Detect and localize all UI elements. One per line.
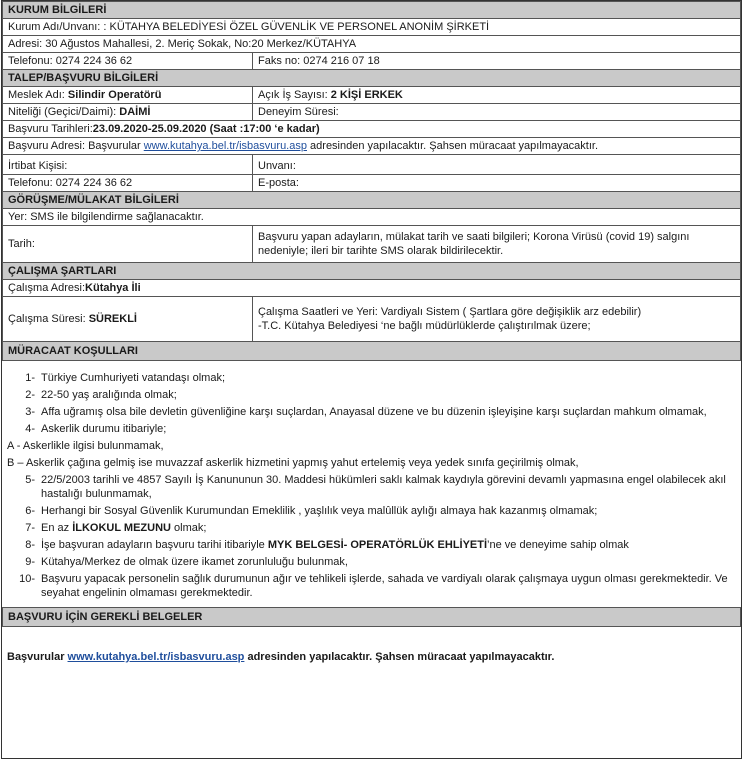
calisma-adres-value: Kütahya İli (85, 282, 141, 294)
item8-pre: İşe başvuran adayların başvuru tarihi itibariyle (41, 539, 268, 551)
item-number: 5- (25, 474, 35, 486)
calisma-adres-label: Çalışma Adresi: (8, 282, 86, 294)
item-text: 22-50 yaş aralığında olmak; (41, 389, 177, 401)
acik-label: Açık İş Sayısı: (258, 89, 331, 101)
calisma-suresi (3, 297, 253, 342)
section-kurum-header: KURUM BİLGİLERİ (3, 2, 741, 19)
belgeler-post: adresinden yapılacaktır. Şahsen müracaat yapılmayacaktır. (244, 651, 555, 663)
item-number: 2- (25, 389, 35, 401)
item-number: 7- (25, 522, 35, 534)
item-text: Herhangi bir Sosyal Güvenlik Kurumundan Emeklilik , yaşlılık veya malûllük aylığı almaya hak kazanmış olmamak; (41, 505, 598, 517)
tarih-label: Başvuru Tarihleri: (8, 123, 93, 135)
item-number: 4- (25, 423, 35, 435)
item-text (41, 538, 737, 552)
belgeler-note (2, 627, 741, 663)
meslek-label: Meslek Adı: (8, 89, 68, 101)
calisma-sure-value: SÜREKLİ (88, 313, 137, 325)
job-posting-document (1, 0, 742, 759)
tarih-value: 23.09.2020-25.09.2020 (Saat :17:00 ‘e kadar) (92, 123, 320, 135)
nitelik-value: DAİMİ (119, 106, 151, 118)
irtibat-kisisi: İrtibat Kişisi: (3, 155, 253, 175)
list-item (7, 521, 737, 535)
meslek-adi (3, 87, 253, 104)
item-number: 3- (25, 406, 35, 418)
acik-value: 2 KİŞİ ERKEK (330, 89, 403, 101)
item-text: 22/5/2003 tarihli ve 4857 Sayılı İş Kanununun 30. Maddesi hükümleri saklı kalmak kaydıyla görevini devamlı yapmasına engel olabilecek akıl hastalığı bulunmamak, (41, 474, 726, 500)
list-item (7, 405, 737, 419)
belgeler-table (2, 607, 741, 627)
niteligi (3, 104, 253, 121)
item8-bold: MYK BELGESİ- OPERATÖRLÜK EHLİYETİ (267, 539, 488, 551)
list-item (7, 572, 737, 600)
list-item (7, 422, 737, 436)
item-number: 8- (25, 539, 35, 551)
list-item (7, 371, 737, 385)
sub-item-a: A - Askerlikle ilgisi bulunmamak, (7, 440, 164, 452)
belgeler-link[interactable]: www.kutahya.bel.tr/isbasvuru.asp (67, 651, 245, 663)
item8-post: ’ne ve deneyime sahip olmak (487, 539, 629, 551)
list-item (7, 388, 737, 402)
acik-is-sayisi (253, 87, 741, 104)
item-number: 10- (19, 573, 35, 585)
nitelik-label: Niteliği (Geçici/Daimi): (8, 106, 120, 118)
info-table (2, 1, 741, 361)
section-calisma-header: ÇALIŞMA ŞARTLARI (3, 263, 741, 280)
item-number: 1- (25, 372, 35, 384)
calisma-adresi (3, 280, 741, 297)
item-text (41, 521, 737, 535)
calisma-saatleri-2: -T.C. Kütahya Belediyesi ‘ne bağlı müdürlüklerde çalıştırılmak üzere; (258, 320, 591, 332)
list-item (7, 504, 737, 518)
calisma-saatleri (253, 297, 741, 342)
gorusme-tarih: Tarih: (3, 226, 253, 263)
kurum-telefon: Telefonu: 0274 224 36 62 (3, 53, 253, 70)
item-text: Kütahya/Merkez de olmak üzere ikamet zorunluluğu bulunmak, (41, 556, 348, 568)
item7-pre: En az (41, 522, 73, 534)
gorusme-yer: Yer: SMS ile bilgilendirme sağlanacaktır. (3, 209, 741, 226)
section-gorusme-header: GÖRÜŞME/MÜLAKAT BİLGİLERİ (3, 192, 741, 209)
item7-bold: İLKOKUL MEZUNU (72, 522, 171, 534)
belgeler-pre: Başvurular (7, 651, 68, 663)
muracaat-list (2, 361, 741, 607)
item7-post: olmak; (170, 522, 207, 534)
item-number: 9- (25, 556, 35, 568)
eposta: E-posta: (253, 175, 741, 192)
section-talep-header: TALEP/BAŞVURU BİLGİLERİ (3, 70, 741, 87)
kurum-faks: Faks no: 0274 216 07 18 (253, 53, 741, 70)
item-text: Askerlik durumu itibariyle; (41, 423, 167, 435)
basvuru-tarihleri (3, 121, 741, 138)
calisma-saatleri-1: Çalışma Saatleri ve Yeri: Vardiyalı Sistem ( Şartlara göre değişiklik arz edebilir) (258, 306, 642, 318)
sub-item-b: B – Askerlik çağına gelmiş ise muvazzaf askerlik hizmetini yapmış yahut ertelemiş veya yedek sınıfa geçirilmiş olmak, (7, 457, 579, 469)
item-number: 6- (25, 505, 35, 517)
kurum-adi: Kurum Adı/Unvanı: : KÜTAHYA BELEDİYESİ ÖZEL GÜVENLİK VE PERSONEL ANONİM ŞİRKETİ (3, 19, 741, 36)
basvuru-adresi (3, 138, 741, 155)
gorusme-tarih-aciklama: Başvuru yapan adayların, mülakat tarih ve saati bilgileri; Korona Virüsü (covid 19) salgını nedeniyle; ileri bir tarihte SMS olarak bildirilecektir. (253, 226, 741, 263)
basvuru-link[interactable]: www.kutahya.bel.tr/isbasvuru.asp (143, 140, 307, 152)
item-text: Affa uğramış olsa bile devletin güvenliğine karşı suçlardan, Anayasal düzene ve bu düzenin işleyişine karşı suçlardan mahkum olmamak, (41, 406, 707, 418)
adres-post: adresinden yapılacaktır. Şahsen müracaat yapılmayacaktır. (306, 140, 599, 152)
list-item (7, 473, 737, 501)
meslek-value: Silindir Operatörü (67, 89, 162, 101)
list-item (7, 555, 737, 569)
section-belgeler-header: BAŞVURU İÇİN GEREKLİ BELGELER (3, 608, 741, 627)
calisma-sure-label: Çalışma Süresi: (8, 313, 89, 325)
section-muracaat-header: MÜRACAAT KOŞULLARI (3, 342, 741, 361)
item-text: Türkiye Cumhuriyeti vatandaşı olmak; (41, 372, 226, 384)
unvan: Unvanı: (253, 155, 741, 175)
list-item (7, 538, 737, 552)
irtibat-telefon: Telefonu: 0274 224 36 62 (3, 175, 253, 192)
deneyim-suresi: Deneyim Süresi: (253, 104, 741, 121)
adres-pre: Başvuru Adresi: Başvurular (8, 140, 144, 152)
item-text: Başvuru yapacak personelin sağlık durumunun ağır ve tehlikeli işlerde, sahada ve vardiyalı olarak çalışmaya uygun olması gerekmektedir. Ve seyahat engelinin olmaması gerekmektedir. (41, 573, 728, 599)
kurum-adres: Adresi: 30 Ağustos Mahallesi, 2. Meriç Sokak, No:20 Merkez/KÜTAHYA (3, 36, 741, 53)
